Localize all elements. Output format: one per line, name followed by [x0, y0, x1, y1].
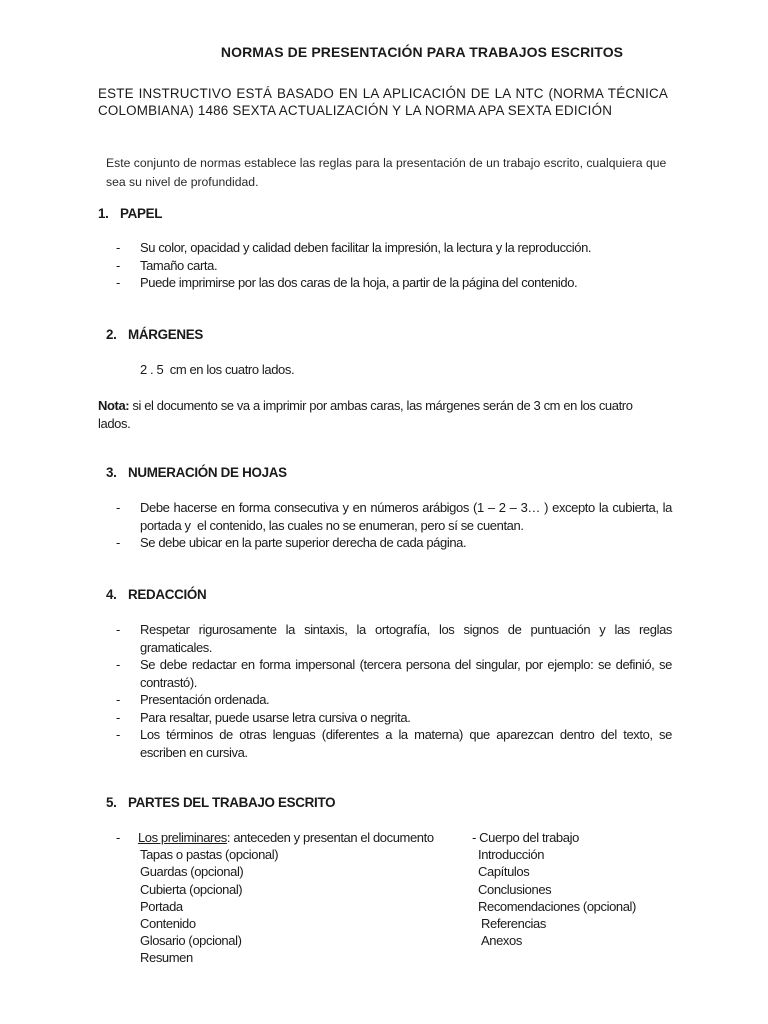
- list-item: - Su color, opacidad y calidad deben facilitar la impresión, la lectura y la reproducción.: [116, 240, 592, 255]
- note-text: si el documento se va a imprimir por ambas caras, las márgenes serán de 3 cm en los cuatro lados.: [98, 398, 633, 431]
- section-title: PAPEL: [120, 206, 163, 221]
- preliminares-header: [116, 829, 434, 846]
- section-title: NUMERACIÓN DE HOJAS: [128, 465, 287, 480]
- section-number: 5.: [106, 795, 117, 810]
- based-on-statement: ESTE INSTRUCTIVO ESTÁ BASADO EN LA APLICACIÓN DE LA NTC (NORMA TÉCNICA COLOMBIANA) 1486 SEXTA ACTUALIZACIÓN Y LA NORMA APA SEXTA EDICIÓN: [98, 86, 668, 118]
- list-item: Cubierta (opcional): [140, 881, 243, 897]
- section-number: 1.: [98, 206, 109, 221]
- bullet-dash: -: [116, 535, 120, 550]
- section-number: 2.: [106, 327, 117, 342]
- note-label: Nota:: [98, 398, 130, 413]
- list-item: Glosario (opcional): [140, 933, 242, 949]
- preliminares-label: Los preliminares: [137, 830, 227, 845]
- list-item: - Presentación ordenada.: [116, 692, 270, 707]
- list-item: Tapas o pastas (opcional): [140, 847, 279, 863]
- list-item: Referencias: [481, 916, 546, 932]
- bullet-dash: -: [116, 727, 120, 742]
- section-title: PARTES DEL TRABAJO ESCRITO: [128, 795, 336, 810]
- papel-list: [116, 239, 672, 292]
- list-item: - Respetar rigurosamente la sintaxis, la ortografía, los signos de puntuación y las reglas gramaticales.: [116, 622, 672, 655]
- intro-paragraph: Este conjunto de normas establece las reglas para la presentación de un trabajo escrito, cualquiera que sea su nivel de profundidad.: [106, 156, 667, 189]
- section-number: 3.: [106, 465, 117, 480]
- margin-value: 2 . 5 cm en los cuatro lados.: [140, 362, 295, 377]
- bullet-dash: -: [116, 257, 120, 273]
- section-heading-redaccion: [106, 587, 206, 602]
- list-item: Capítulos: [478, 864, 530, 880]
- preliminares-column: [116, 829, 434, 967]
- list-item: Introducción: [478, 847, 545, 863]
- list-item: Conclusiones: [478, 881, 552, 897]
- list-item: Guardas (opcional): [140, 864, 244, 880]
- section-title: REDACCIÓN: [128, 587, 207, 602]
- list-item: - Se debe ubicar en la parte superior derecha de cada página.: [116, 535, 467, 550]
- section-number: 4.: [106, 587, 117, 602]
- section-heading-papel: [98, 206, 162, 221]
- list-item: Recomendaciones (opcional): [478, 898, 636, 914]
- section-title: MÁRGENES: [128, 327, 203, 342]
- bullet-dash: -: [116, 622, 120, 637]
- list-item: Resumen: [140, 950, 193, 966]
- margin-note: [98, 397, 668, 432]
- section-heading-partes: [106, 795, 335, 810]
- bullet-dash: -: [116, 709, 120, 725]
- bullet-dash: -: [116, 275, 120, 290]
- list-item: Contenido: [140, 916, 196, 932]
- list-item: - Los términos de otras lenguas (diferentes a la materna) que aparezcan dentro del texto, se escriben en cursiva.: [116, 727, 672, 760]
- section-heading-numeracion: [106, 465, 287, 480]
- bullet-dash: -: [116, 500, 120, 515]
- list-item: - Puede imprimirse por las dos caras de la hoja, a partir de la página del contenido.: [116, 275, 578, 290]
- list-item: - Debe hacerse en forma consecutiva y en números arábigos (1 – 2 – 3… ) excepto la cubierta, la portada y el contenido, las cuales no se enumeran, pero sí se cuentan.: [116, 500, 676, 533]
- bullet-dash: -: [116, 830, 120, 845]
- redaccion-list: [116, 621, 672, 761]
- bullet-dash: -: [116, 240, 120, 255]
- bullet-dash: -: [116, 657, 120, 672]
- bullet-dash: -: [116, 692, 120, 707]
- list-item: - Tamaño carta.: [116, 257, 218, 273]
- numeracion-list: [116, 499, 676, 552]
- cuerpo-header: - Cuerpo del trabajo: [472, 830, 579, 845]
- section-heading-margenes: [106, 327, 203, 342]
- list-item: Portada: [140, 898, 183, 914]
- list-item: - Se debe redactar en forma impersonal (tercera persona del singular, por ejemplo: se definió, se contrastó).: [116, 657, 672, 690]
- document-title: NORMAS DE PRESENTACIÓN PARA TRABAJOS ESCRITOS: [220, 44, 624, 60]
- list-item: - Para resaltar, puede usarse letra cursiva o negrita.: [116, 709, 411, 725]
- cuerpo-column: [472, 829, 636, 949]
- preliminares-desc: : anteceden y presentan el documento: [226, 830, 434, 845]
- list-item: Anexos: [481, 933, 522, 949]
